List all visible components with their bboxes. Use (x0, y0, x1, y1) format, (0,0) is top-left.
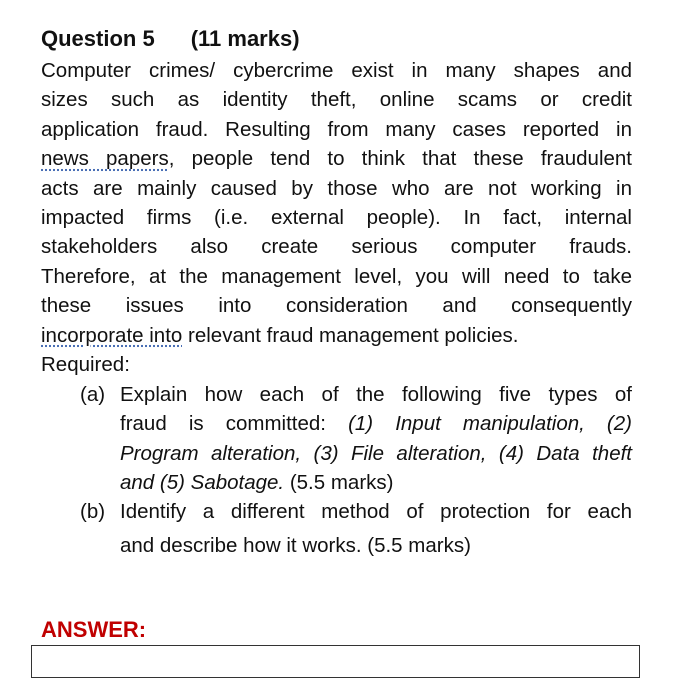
answer-label: ANSWER: (41, 617, 147, 642)
paragraph-line: impacted firms (i.e. external people). In fact, internal (41, 205, 632, 229)
paragraph-line: application fraud. Resulting from many cases reported in (41, 117, 632, 141)
answer-input-box[interactable] (31, 645, 640, 678)
question-marks: (11 marks) (190, 26, 300, 51)
part-a-label: (a) (80, 383, 106, 406)
paragraph-line: acts are mainly caused by those who are not working in (41, 176, 632, 200)
part-a-body (120, 380, 632, 498)
part-a-italic-text: Program alteration, (3) File alteration, (4) Data theft (120, 441, 632, 465)
spellcheck-underlined-text: incorporate into (41, 323, 183, 347)
part-a-marks: (5.5 marks) (284, 471, 394, 495)
paragraph-line: Computer crimes/ cybercrime exist in many shapes and (41, 59, 632, 82)
paragraph-line (41, 144, 632, 173)
paragraph-line: Therefore, at the management level, you will need to take (41, 264, 632, 288)
part-a-line: Explain how each of the following five types of (120, 383, 632, 406)
paragraph-line (41, 321, 632, 350)
part-a-italic-text: (1) Input manipulation, (2) (348, 412, 632, 436)
question-header (41, 26, 300, 52)
paragraph-line: stakeholders also create serious computer frauds. (41, 235, 632, 259)
paragraph-line: sizes such as identity theft, online scams or credit (41, 88, 632, 112)
part-a-line (120, 439, 632, 468)
paragraph-line: these issues into consideration and consequently (41, 294, 632, 318)
part-b-label: (b) (80, 500, 106, 523)
question-title: Question 5 (41, 26, 155, 51)
part-b-line: and describe how it works. (5.5 marks) (120, 534, 471, 558)
part-b-body (120, 497, 632, 561)
part-a-line (120, 468, 632, 497)
paragraph-text: , people tend to think that these fraudulent (168, 147, 632, 171)
part-a-text: fraud is committed: (120, 412, 349, 436)
part-a-italic-text: and (5) Sabotage. (120, 471, 285, 495)
part-a-line (120, 409, 632, 438)
required-label: Required: (41, 353, 130, 376)
paragraph-text: relevant fraud management policies. (182, 323, 519, 347)
spellcheck-underlined-text: news papers (41, 147, 169, 171)
part-b-line: Identify a different method of protection for each (120, 500, 632, 523)
question-paragraph (41, 56, 632, 350)
